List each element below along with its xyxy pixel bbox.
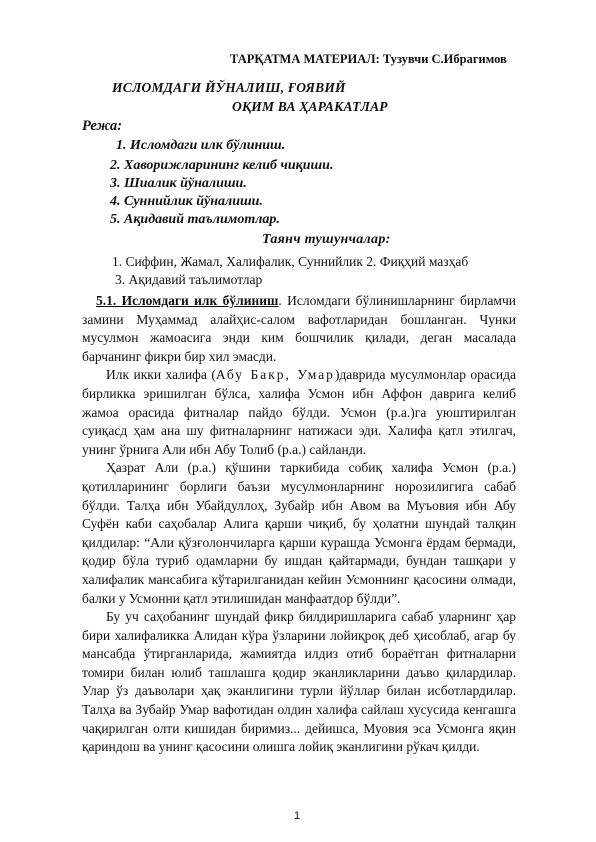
handout-header	[230, 52, 507, 67]
plan-item: 4. Суннийлик йўналиши.	[110, 194, 263, 209]
paragraph	[82, 292, 516, 366]
handout-label: ТАРҚАТМА МАТЕРИАЛ:	[230, 52, 380, 66]
plan-item: 1. Исломдаги илк бўлиниш.	[116, 138, 286, 153]
title-line-1: ИСЛОМДАГИ ЙЎНАЛИШ, ҒОЯВИЙ	[112, 80, 346, 95]
plan-item: 2. Хаворижларининг келиб чиқиши.	[110, 158, 334, 173]
paragraph-text: )даврида мусулмонлар орасида бирликка эришилган бўлса, халифа Усмон ибн Аффон даврига келиб жамоа орасида фитналар пайдо бўлди. Усмон (р.а.)га уюштирилган суиқасд ҳам ана шу фитналарнинг натижаси эди. Халифа қатл этилгач, унинг ўрнига Али ибн Абу Толиб (р.а.) сайланди.	[82, 367, 516, 457]
key-terms-heading: Таянч тушунчалар:	[262, 232, 391, 247]
paragraph: Ҳазрат Али (р.а.) қўшини таркибида собиқ халифа Усмон (р.а.) қотилларининг борлиги баъзи мусулмонларнинг норозилигига сабаб бўлди. Талҳа ибн Убайдуллоҳ, Зубайр ибн Авом ва Муъовия ибн Абу Суфён каби саҳобалар Алига қарши чиқиб, бу ҳолатни шундай талқин қилдилар: “Али қўзғолончиларга қарши курашда Усмонга ёрдам бермади, қодир бўла туриб одамларни бу ишдан қайтармади, бундан ташқари у халифалик мансабига кўтарилганидан кейин Усмоннинг қасосини олмади, балки у Усмонни қатл этилишидан манфаатдор бўлди”.	[82, 460, 516, 606]
plan-item: 3. Шиалик йўналиши.	[110, 176, 247, 191]
caliph-names: Абу Бакр, Умар	[215, 367, 335, 383]
page-number: 1	[294, 810, 301, 822]
key-terms-line: 1. Сиффин, Жамал, Халифалик, Суннийлик 2. Фиқҳий мазҳаб	[112, 254, 469, 269]
author-name: Тузувчи С.Ибрагимов	[382, 52, 507, 66]
key-terms-line: 3. Ақидавий таълимотлар	[115, 272, 263, 287]
paragraph-text: . Исломдаги бўлинишларнинг бирламчи замини Муҳаммад алайҳис-салом вафотларидан бошланган. Чунки мусулмон жамоасига энди ким бошчилик қилади, деган масалада барчанинг фикри бир хил эмасди.	[82, 293, 516, 364]
title-line-2: ОҚИМ ВА ҲАРАКАТЛАР	[232, 99, 388, 114]
body-text	[82, 292, 516, 757]
paragraph-text: Илк икки халифа (	[106, 367, 216, 383]
paragraph	[82, 366, 516, 459]
plan-heading: Режа:	[82, 118, 123, 134]
paragraph: Бу уч саҳобанинг шундай фикр билдиришларига сабаб уларнинг ҳар бири халифаликка Алидан кўра ўзларини лойиқроқ деб ҳисоблаб, агар бу мансабда ўтирганларида, жамиятда илдиз отиб бораётган фитналарни томири билан юлиб ташлашга қодир эканликларини даъво қилардилар. Улар ўз даъволари ҳақ эканлигини турли йўллар билан исботлардилар. Талҳа ва Зубайр Умар вафотидан олдин халифа сайлаш хусусида кенгашга чақирилган олти кишидан биримиз... дейишса, Муовия эса Усмонга яқин қариндош ва унинг қасосини олишга лойиқ эканлигини рўкач қилди.	[82, 609, 516, 755]
section-title: 5.1. Исломдаги илк бўлиниш	[96, 293, 279, 308]
plan-item: 5. Ақидавий таълимотлар.	[110, 212, 280, 227]
